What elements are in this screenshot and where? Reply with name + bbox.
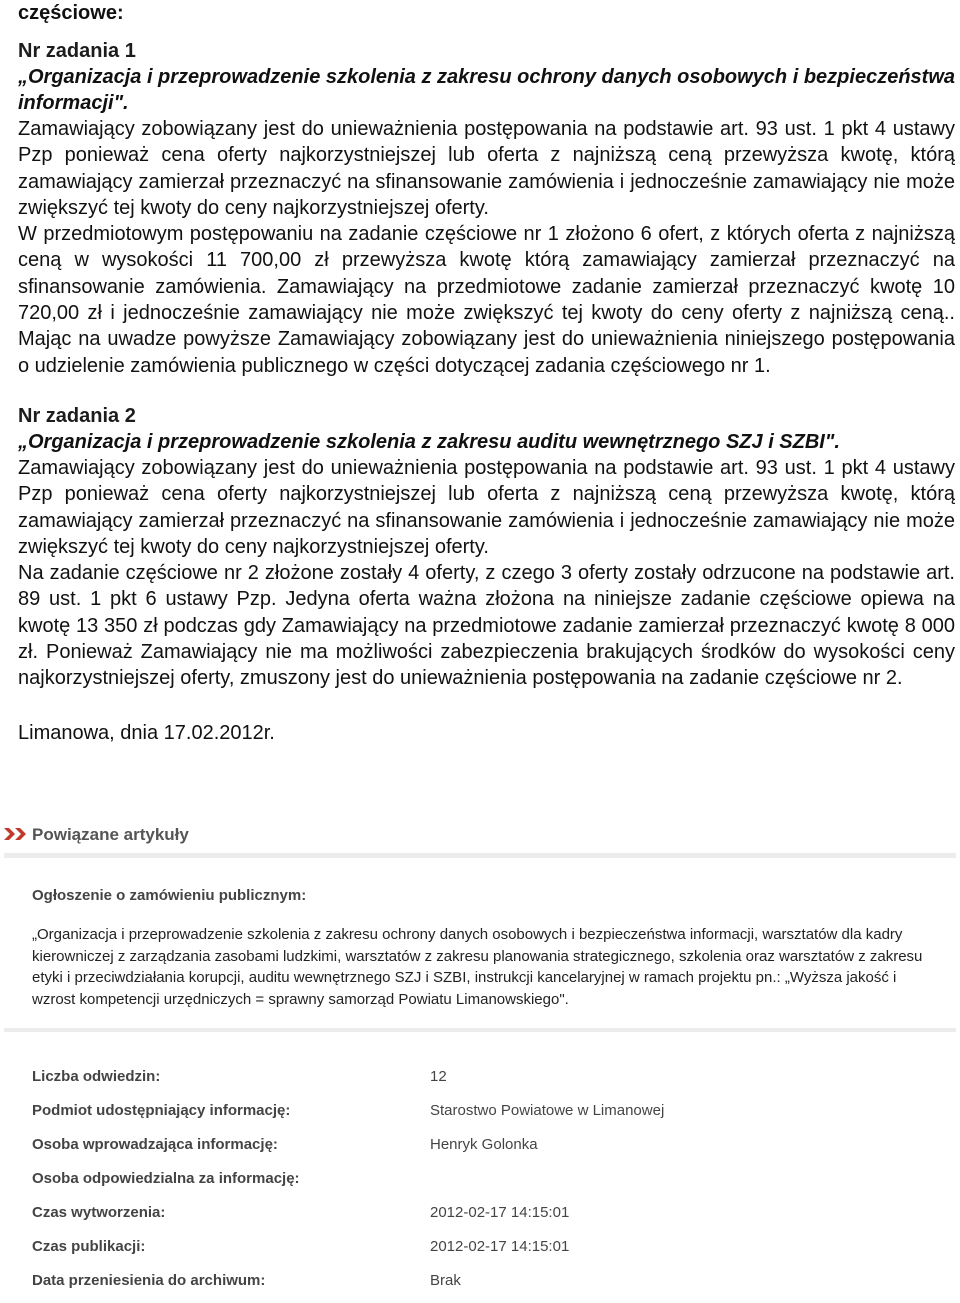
document-body [18,0,955,746]
section-heading: częściowe: [18,2,124,24]
metadata-value: 12 [430,1068,447,1085]
metadata-row [32,1201,932,1235]
related-article-block [4,870,956,1032]
metadata-label: Czas publikacji: [32,1238,146,1255]
task1-subtitle: „Organizacja i przeprowadzenie szkolenia z zakresu ochrony danych osobowych i bezpieczeństwa informacji". [18,66,955,114]
metadata-value: Henryk Golonka [430,1136,538,1153]
metadata-value: 2012-02-17 14:15:01 [430,1238,570,1255]
metadata-label: Osoba wprowadzająca informację: [32,1136,278,1153]
metadata-label: Data przeniesienia do archiwum: [32,1272,266,1289]
metadata-row [32,1269,932,1303]
metadata-row [32,1133,932,1167]
metadata-label: Czas wytworzenia: [32,1204,166,1221]
task2-paragraph-2: Na zadanie częściowe nr 2 złożone zostały 4 oferty, z czego 3 oferty zostały odrzucone na podstawie art. 89 ust. 1 pkt 6 ustawy Pzp. Jedyna oferta ważna złożona na niniejsze zadanie częściowe opiewa na kwotę 13 350 zł podczas gdy Zamawiający na przedmiotowe zadanie zamierzał przeznaczyć kwotę 8 000 zł. Ponieważ Zamawiający nie ma możliwości zabezpieczenia brakujących środków do wysokości ceny najkorzystniejszej oferty, zmuszony jest do unieważnienia postępowania na zadanie częściowe nr 2. [18,562,955,690]
metadata-row [32,1167,932,1201]
task1-paragraph-2: W przedmiotowym postępowaniu na zadanie częściowe nr 1 złożono 6 ofert, z których oferta z najniższą ceną w wysokości 11 700,00 zł przewyższa kwotę którą zamawiający zamierzał przeznaczyć na sfinansowanie zamówienia. Zamawiający na przedmiotowe zadanie zamierzał przeznaczyć kwotę 10 720,00 zł i jednocześnie zamawiający nie może zwiększyć tej kwoty do ceny oferty z najniższą ceną.. Mając na uwadze powyższe Zamawiający zobowiązany jest do unieważnienia niniejszego postępowania o udzielenie zamówienia publicznego w części dotyczącej zadania częściowego nr 1. [18,223,955,377]
task2-title: Nr zadania 2 [18,404,136,427]
task2-subtitle: „Organizacja i przeprowadzenie szkolenia z zakresu auditu wewnętrznego SZJ i SZBI". [18,430,840,453]
metadata-value: Starostwo Powiatowe w Limanowej [430,1102,665,1119]
place-date: Limanowa, dnia 17.02.2012r. [18,721,275,744]
task1-paragraph-1: Zamawiający zobowiązany jest do unieważnienia postępowania na podstawie art. 93 ust. 1 pkt 4 ustawy Pzp ponieważ cena oferty najkorzystniejszej lub oferta z najniższą ceną przewyższa kwotę, którą zamawiający zamierzał przeznaczyć na sfinansowanie zamówienia i jednocześnie zamawiający nie może zwiększyć tej kwoty do ceny najkorzystniejszej oferty. [18,118,955,219]
related-article-label: Ogłoszenie o zamówieniu publicznym: [32,887,307,904]
metadata-row [32,1099,932,1133]
task1-title: Nr zadania 1 [18,40,136,62]
metadata-table [32,1065,932,1303]
metadata-row [32,1065,932,1099]
metadata-value: 2012-02-17 14:15:01 [430,1204,570,1221]
related-article-link[interactable]: „Organizacja i przeprowadzenie szkolenia z zakresu ochrony danych osobowych i bezpieczeństwa informacji, warsztatów dla kadry kierowniczej z zarządzania zasobami ludzkimi, warsztatów z zakresu planowania strategicznego, szkolenia oraz warsztatów z zakresu etyki i przeciwdziałania korupcji, auditu wewnętrznego SZJ i SZBI, instrukcji kancelaryjnej w ramach projektu pn.: „Wyższa jakość i wzrost kompetencji urzędniczych = sprawny samorząd Powiatu Limanowskiego". [32,926,923,1008]
metadata-label: Podmiot udostępniający informację: [32,1102,291,1119]
metadata-label: Liczba odwiedzin: [32,1068,161,1085]
related-articles-title: Powiązane artykuły [32,825,189,844]
metadata-label: Osoba odpowiedzialna za informację: [32,1170,300,1187]
metadata-row [32,1235,932,1269]
task2-paragraph-1: Zamawiający zobowiązany jest do unieważnienia postępowania na podstawie art. 93 ust. 1 pkt 4 ustawy Pzp ponieważ cena oferty najkorzystniejszej lub oferta z najniższą ceną przewyższa kwotę, którą zamawiający zamierzał przeznaczyć na sfinansowanie zamówienia i jednocześnie zamawiający nie może zwiększyć tej kwoty do ceny najkorzystniejszej oferty. [18,456,955,558]
double-arrow-icon [4,828,28,840]
metadata-value: Brak [430,1272,461,1289]
related-articles-header [4,820,956,858]
